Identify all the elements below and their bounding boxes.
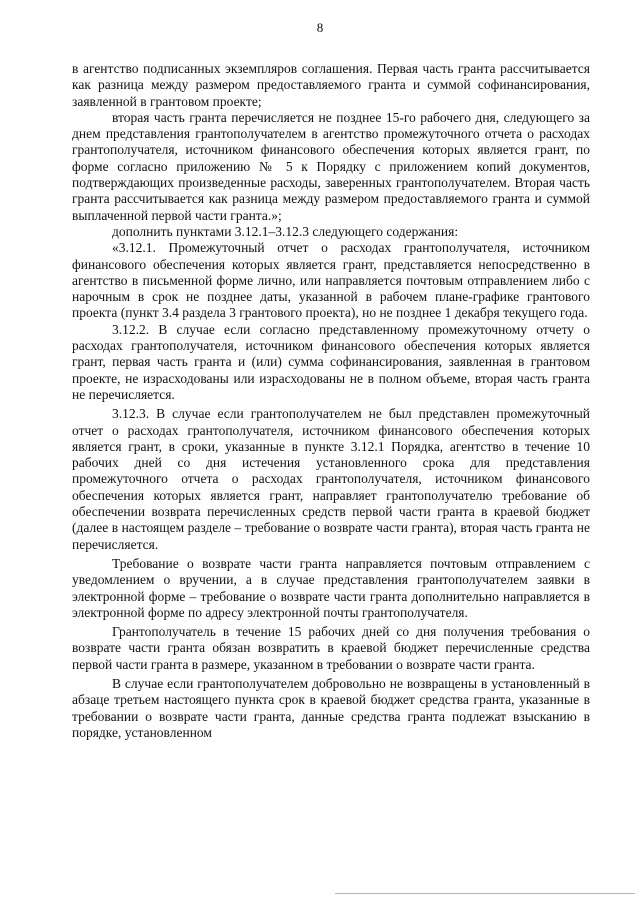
paragraph-return-request: Требование о возврате части гранта направляется почтовым отправлением с уведомлением о вручении, а в случае представления грантополучателем заявки в электронной форме – требование о возврате части гранта дополнительно направляется в электронной форме по адресу электронной почты грантополучателя. <box>72 555 590 620</box>
page-number: 8 <box>316 20 324 35</box>
paragraph-return-deadline: Грантополучатель в течение 15 рабочих дней со дня получения требования о возврате части гранта обязан возвратить в краевой бюджет перечисленные средства первой части гранта в размере, указанном в требовании о возврате части гранта. <box>72 624 590 672</box>
paragraph-add-items: дополнить пунктами 3.12.1–3.12.3 следующего содержания: <box>112 223 459 239</box>
paragraph-second-part-grant: вторая часть гранта перечисляется не позднее 15-го рабочего дня, следующего за днем представления грантополучателем в агентство промежуточного отчета о расходах грантополучателя, источником финансового обеспечения которых является грант, по форме согласно приложению № 5 к Порядку с приложением копий документов, подтверждающих произведенные расходы, заверенных грантополучателем. Вторая часть гранта рассчитывается как разница между размером предоставляемого гранта и суммой выплаченной первой части гранта.»; <box>72 109 590 223</box>
paragraph-3-12-1: «3.12.1. Промежуточный отчет о расходах грантополучателя, источником финансового обеспечения которых является грант, представляется непосредственно в агентство в письменной форме лично, или направляется почтовым отправлением либо с нарочным в срок не позднее даты, указанной в рабочем плане-графике грантового проекта (пункт 3.4 раздела 3 грантового проекта), но не позднее 1 декабря текущего года. <box>72 240 590 321</box>
document-body <box>72 61 590 741</box>
paragraph-3-12-3: 3.12.3. В случае если грантополучателем не был представлен промежуточный отчет о расходах грантополучателя, источником финансового обеспечения которых является грант, в сроки, указанные в пункте 3.12.1 Порядка, агентство в течение 10 рабочих дней со дня истечения установленного срока для представления промежуточного отчета о расходах грантополучателя, источником финансового обеспечения которых является грант, направляет грантополучателю требование об обеспечении возврата перечисленных средств первой части гранта в краевой бюджет (далее в настоящем разделе – требование о возврате части гранта), вторая часть гранта не перечисляется. <box>72 406 590 552</box>
paragraph-recovery: В случае если грантополучателем добровольно не возвращены в установленный в абзаце третьем настоящего пункта срок в краевой бюджет средства гранта, указанные в требовании о возврате части гранта, данные средства гранта подлежат взысканию в порядке, установленном <box>72 675 590 740</box>
bottom-divider <box>335 893 635 894</box>
paragraph-continuation: в агентство подписанных экземпляров соглашения. Первая часть гранта рассчитывается как разница между размером предоставляемого гранта и суммой софинансирования, заявленной в грантовом проекте; <box>72 61 590 109</box>
paragraph-3-12-2: 3.12.2. В случае если согласно представленному промежуточному отчету о расходах грантополучателя, источником финансового обеспечения которых является грант, первая часть гранта и (или) сумма софинансирования, заявленная в грантовом проекте, не израсходованы или израсходованы не в полном объеме, вторая часть гранта не перечисляется. <box>72 321 590 402</box>
